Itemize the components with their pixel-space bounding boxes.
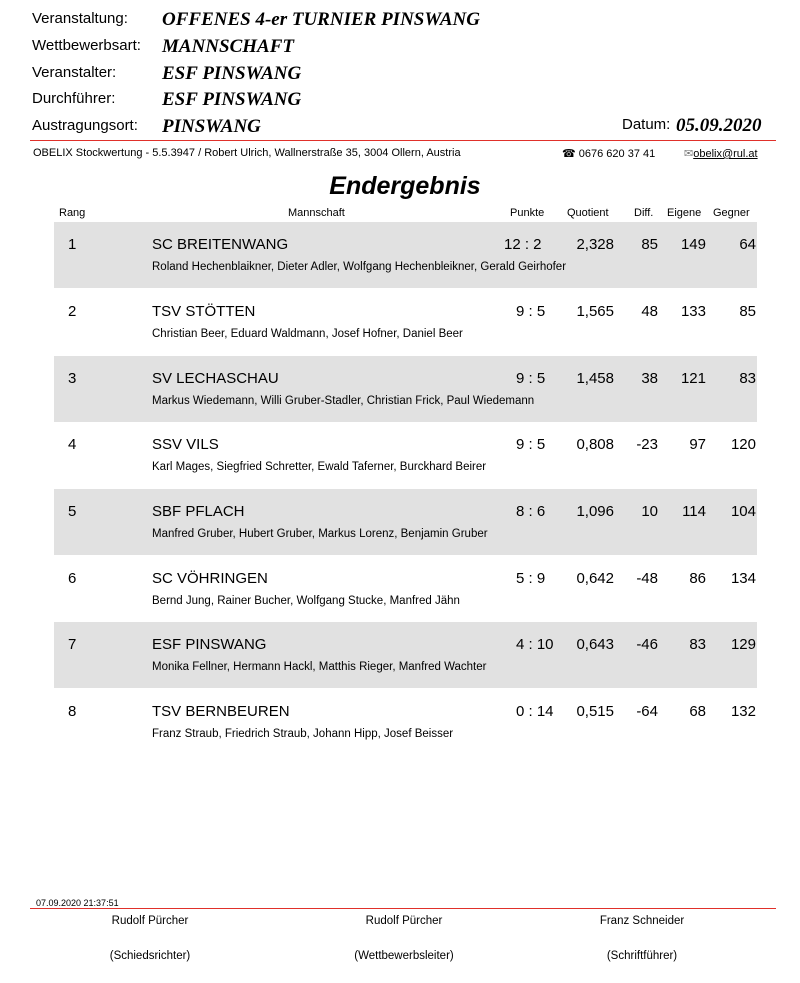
field-value-austragungsort: PINSWANG <box>162 116 261 137</box>
field-label-austragungsort: Austragungsort: <box>32 117 138 134</box>
row-gegner: 85 <box>739 303 756 320</box>
signature-name-wettbewerbsleiter: Rudolf Pürcher <box>365 915 443 927</box>
row-quotient: 0,642 <box>576 570 614 587</box>
table-row <box>54 556 757 622</box>
row-gegner: 64 <box>739 236 756 253</box>
row-diff: 38 <box>641 370 658 387</box>
row-gegner: 132 <box>730 703 756 720</box>
row-members: Manfred Gruber, Hubert Gruber, Markus Lorenz, Benjamin Gruber <box>152 528 488 540</box>
row-team: SC BREITENWANG <box>152 236 289 253</box>
row-team: SV LECHASCHAU <box>152 370 279 387</box>
col-header-quotient: Quotient <box>567 207 609 219</box>
col-header-gegner: Gegner <box>713 207 750 219</box>
row-diff: 48 <box>641 303 658 320</box>
row-gegner: 134 <box>730 570 756 587</box>
software-info: OBELIX Stockwertung - 5.5.3947 / Robert Ulrich, Wallnerstraße 35, 3004 Ollern, Austria <box>33 147 461 159</box>
row-punkte: 0 : 14 <box>516 703 554 720</box>
phone-info <box>562 147 655 160</box>
row-diff: 10 <box>641 503 658 520</box>
row-diff: 85 <box>641 236 658 253</box>
row-punkte: 8 : 6 <box>516 503 546 520</box>
row-diff: -48 <box>636 570 658 587</box>
row-members: Bernd Jung, Rainer Bucher, Wolfgang Stucke, Manfred Jähn <box>152 595 460 607</box>
row-eigene: 68 <box>689 703 706 720</box>
field-value-durchfuehrer: ESF PINSWANG <box>162 89 302 110</box>
date-label: Datum: <box>622 116 671 133</box>
row-team: ESF PINSWANG <box>152 636 267 653</box>
row-punkte: 9 : 5 <box>516 303 546 320</box>
signature-name-schriftfuehrer: Franz Schneider <box>599 915 685 927</box>
row-team: SBF PFLACH <box>152 503 245 520</box>
col-header-eigene: Eigene <box>667 207 702 219</box>
row-quotient: 1,565 <box>576 303 614 320</box>
row-gegner: 120 <box>730 436 756 453</box>
row-members: Christian Beer, Eduard Waldmann, Josef Hofner, Daniel Beer <box>152 328 463 340</box>
col-header-diff: Diff. <box>634 207 654 219</box>
row-team: TSV STÖTTEN <box>152 303 256 320</box>
row-eigene: 97 <box>689 436 706 453</box>
row-eigene: 83 <box>689 636 706 653</box>
field-label-veranstalter: Veranstalter: <box>32 64 117 81</box>
field-label-wettbewerbsart: Wettbewerbsart: <box>32 37 141 54</box>
row-punkte: 9 : 5 <box>516 370 546 387</box>
row-gegner: 129 <box>730 636 756 653</box>
header-rule <box>30 140 776 141</box>
row-diff: -46 <box>636 636 658 653</box>
col-header-rang: Rang <box>59 207 86 219</box>
row-gegner: 83 <box>739 370 756 387</box>
row-eigene: 149 <box>680 236 706 253</box>
row-members: Karl Mages, Siegfried Schretter, Ewald Taferner, Burckhard Beirer <box>152 461 487 473</box>
envelope-icon: ✉ <box>684 148 694 160</box>
field-label-durchfuehrer: Durchführer: <box>32 90 116 107</box>
email-link[interactable]: obelix@rul.at <box>693 148 758 160</box>
signature-role-schriftfuehrer: (Schriftführer) <box>606 950 678 962</box>
row-punkte: 9 : 5 <box>516 436 546 453</box>
row-members: Franz Straub, Friedrich Straub, Johann Hipp, Josef Beisser <box>152 728 454 740</box>
row-eigene: 133 <box>680 303 706 320</box>
row-rang: 4 <box>68 436 77 453</box>
telephone-icon: ☎ <box>562 148 576 160</box>
row-team: SSV VILS <box>152 436 219 453</box>
row-eigene: 114 <box>682 503 706 520</box>
signature-name-schiedsrichter: Rudolf Pürcher <box>111 915 189 927</box>
print-timestamp: 07.09.2020 21:37:51 <box>36 898 119 908</box>
row-quotient: 0,515 <box>576 703 614 720</box>
row-punkte: 5 : 9 <box>516 570 546 587</box>
row-rang: 8 <box>68 703 77 720</box>
signature-role-wettbewerbsleiter: (Wettbewerbsleiter) <box>354 950 454 962</box>
row-quotient: 1,458 <box>576 370 614 387</box>
row-members: Markus Wiedemann, Willi Gruber-Stadler, Christian Frick, Paul Wiedemann <box>152 395 535 407</box>
table-row <box>54 289 757 355</box>
row-quotient: 0,808 <box>576 436 614 453</box>
email-info <box>684 147 758 160</box>
table-row <box>54 622 757 688</box>
row-quotient: 0,643 <box>576 636 614 653</box>
phone-number: 0676 620 37 41 <box>578 148 656 160</box>
field-value-wettbewerbsart: MANNSCHAFT <box>162 36 294 57</box>
row-rang: 3 <box>68 370 77 387</box>
field-value-veranstalter: ESF PINSWANG <box>162 63 302 84</box>
field-label-veranstaltung: Veranstaltung: <box>32 10 128 27</box>
row-punkte: 4 : 10 <box>516 636 554 653</box>
row-rang: 5 <box>68 503 77 520</box>
row-eigene: 121 <box>680 370 706 387</box>
row-team: TSV BERNBEUREN <box>152 703 290 720</box>
page-title: Endergebnis <box>329 172 481 200</box>
row-eigene: 86 <box>689 570 706 587</box>
row-rang: 2 <box>68 303 77 320</box>
row-members: Roland Hechenblaikner, Dieter Adler, Wolfgang Hechenbleikner, Gerald Geirhofer <box>152 261 567 273</box>
table-row <box>54 689 757 755</box>
col-header-mannschaft: Mannschaft <box>288 207 345 219</box>
table-row <box>54 356 757 422</box>
row-diff: -64 <box>636 703 658 720</box>
row-team: SC VÖHRINGEN <box>152 570 268 587</box>
row-rang: 7 <box>68 636 77 653</box>
row-diff: -23 <box>636 436 658 453</box>
date-value: 05.09.2020 <box>676 115 762 136</box>
table-row <box>54 222 757 288</box>
table-row <box>54 422 757 488</box>
field-value-veranstaltung: OFFENES 4-er TURNIER PINSWANG <box>162 9 480 30</box>
row-members: Monika Fellner, Hermann Hackl, Matthis Rieger, Manfred Wachter <box>152 661 487 673</box>
row-punkte: 12 : 2 <box>504 236 542 253</box>
row-quotient: 2,328 <box>576 236 614 253</box>
signature-role-schiedsrichter: (Schiedsrichter) <box>109 950 191 962</box>
row-gegner: 104 <box>730 503 756 520</box>
row-quotient: 1,096 <box>576 503 614 520</box>
row-rang: 6 <box>68 570 77 587</box>
table-row <box>54 489 757 555</box>
footer-rule <box>30 908 776 909</box>
row-rang: 1 <box>68 236 77 253</box>
col-header-punkte: Punkte <box>510 207 545 219</box>
